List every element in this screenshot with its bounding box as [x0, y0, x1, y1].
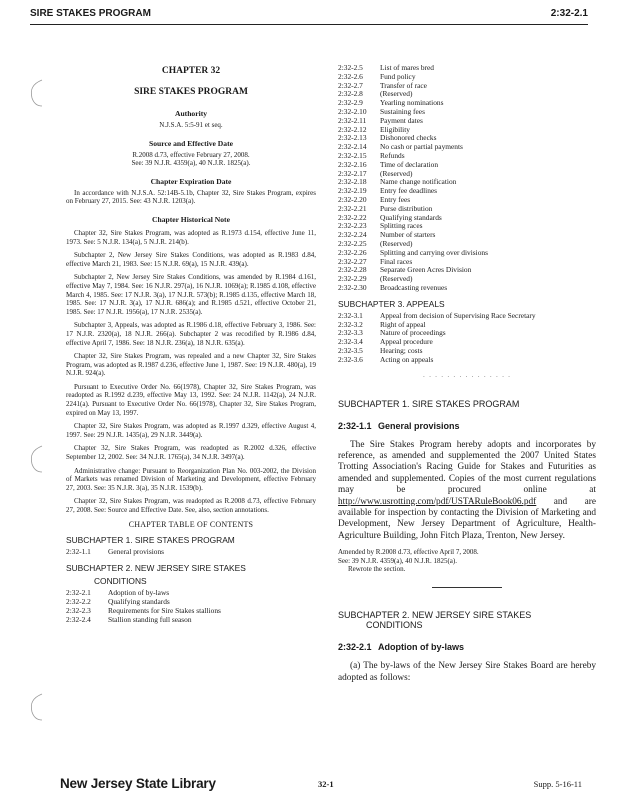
section-2-1-heading: 2:32-2.1 Adoption of by-laws: [338, 642, 464, 653]
section-2-1-text: (a) The by-laws of the New Jersey Sire Stakes Board are hereby adopted as follows:: [338, 661, 596, 683]
toc-subchapter-2: SUBCHAPTER 2. NEW JERSEY SIRE STAKES: [66, 563, 246, 574]
library-logo: New Jersey State Library: [60, 776, 216, 791]
historical-note: Chapter 32, Sire Stakes Program, was repealed and a new Chapter 32, Sire Stakes Program, was adopted as R.1987 d.236, effective June 1, 1987. See: 19 N.J.R. 480(a), 19 N.J.R. 924(a).: [66, 352, 316, 378]
toc-item: 2:32-2.14 No cash or partial payments: [338, 142, 463, 152]
toc-item: 2:32-2.25 (Reserved): [338, 238, 413, 248]
toc-item: 2:32-2.5 List of mares bred: [338, 63, 434, 72]
toc-item: 2:32-2.6 Fund policy: [338, 71, 416, 81]
toc-subchapter-3: SUBCHAPTER 3. APPEALS: [338, 298, 445, 309]
amendment-see: See: 39 N.J.R. 4359(a), 40 N.J.R. 1825(a).: [338, 556, 457, 565]
historical-note: Administrative change: Pursuant to Reorganization Plan No. 003-2002, the Division of Markets was renamed Division of Marketing and Development, effective February 27, 2003. See: 35 N.J.R. 3(a), 35 N.J.R. 1539(b).: [66, 466, 316, 492]
toc-item: 2:32-2.15 Refunds: [338, 150, 405, 160]
toc-item: 2:32-2.24 Number of starters: [338, 230, 436, 240]
historical-note: Subchapter 3, Appeals, was adopted as R.1986 d.18, effective February 3, 1986. See: 17 N.J.R. 2320(a), 18 N.J.R. 266(a). Subchapter 2 was recodified by R.1986 d.84, effective April 7, 1986. See: 18 N.J.R. 236(a), 18 N.J.R. 635(a).: [66, 321, 316, 347]
left-column: [66, 66, 316, 625]
toc-item: 2:32-2.2 Qualifying standards: [66, 597, 170, 607]
running-header: [30, 8, 588, 25]
toc-item: 2:32-3.2 Right of appeal: [338, 319, 426, 329]
toc-item: 2:32-2.13 Dishonored checks: [338, 133, 437, 143]
chapter-name: SIRE STAKES PROGRAM: [134, 87, 248, 97]
expiration-heading: Chapter Expiration Date: [150, 176, 232, 186]
header-title: SIRE STAKES PROGRAM: [30, 8, 151, 19]
toc-item: 2:32-2.18 Name change notification: [338, 177, 457, 187]
toc-item: 2:32-2.21 Purse distribution: [338, 203, 433, 213]
historical-note: Chapter 32, Sire Stakes Program, was adopted as R.1997 d.329, effective August 4, 1997. See: 29 N.J.R. 1435(a), 29 N.J.R. 3449(a).: [66, 422, 316, 439]
section-1-1-heading: 2:32-1.1 General provisions: [338, 420, 460, 431]
chapter-number: CHAPTER 32: [161, 66, 221, 76]
page-number: 32-1: [318, 779, 334, 789]
punch-hole-icon: [28, 692, 44, 722]
toc-list-subchapter-3: [338, 312, 596, 365]
source-text-2: See: 39 N.J.R. 4359(a), 40 N.J.R. 1825(a).: [131, 159, 251, 168]
toc-item: 2:32-2.8 (Reserved): [338, 89, 413, 99]
toc-item: 2:32-2.29 (Reserved): [338, 274, 413, 284]
toc-item: 2:32-2.4 Stallion standing full season: [66, 614, 192, 624]
source-text-1: R.2008 d.73, effective February 27, 2008.: [132, 150, 250, 159]
toc-item: 2:32-2.26 Splitting and carrying over divisions: [338, 247, 488, 257]
toc-list-subchapter-2: [338, 64, 596, 293]
subchapter-2-heading: SUBCHAPTER 2. NEW JERSEY SIRE STAKES: [338, 610, 532, 621]
toc-item: 2:32-3.6 Acting on appeals: [338, 354, 434, 364]
toc-item: 2:32-2.7 Transfer of race: [338, 80, 427, 90]
toc-subchapter-2-cont: CONDITIONS: [94, 576, 147, 587]
historical-note: Subchapter 2, New Jersey Sire Stakes Conditions, was adopted as R.1983 d.84, effective March 21, 1983. See: 15 N.J.R. 69(a), 15 N.J.R. 439(a).: [66, 251, 316, 268]
source-heading: Source and Effective Date: [148, 138, 233, 148]
toc-item: 2:32-2.17 (Reserved): [338, 168, 413, 178]
historical-notes: [66, 229, 316, 515]
toc-item: 2:32-1.1 General provisions: [66, 546, 165, 556]
toc-item: 2:32-2.1 Adoption of by-laws: [66, 588, 170, 598]
authority-heading: Authority: [174, 109, 208, 118]
toc-subchapter-1: SUBCHAPTER 1. SIRE STAKES PROGRAM: [66, 534, 235, 545]
historical-heading: Chapter Historical Note: [152, 214, 230, 224]
punch-hole-icon: [28, 78, 44, 108]
toc-item: 2:32-2.22 Qualifying standards: [338, 212, 442, 222]
expiration-text: In accordance with N.J.S.A. 52:14B-5.1b, Chapter 32, Sire Stakes Program, expires on February 27, 2015. See: 43 N.J.R. 1203(a).: [66, 188, 316, 206]
toc-item: 2:32-2.10 Sustaining fees: [338, 106, 425, 116]
supplement-date: Supp. 5-16-11: [533, 779, 582, 789]
divider-rule: [432, 587, 502, 588]
amendment-desc: Rewrote the section.: [348, 564, 406, 573]
historical-note: Pursuant to Executive Order No. 66(1978), Chapter 32, Sire Stakes Program, was readopted as R.1992 d.239, effective May 13, 1992. See: 24 N.J.R. 1142(a), 24 N.J.R. 2241(a). Pursuant to Executive Order No. 66(1978), Chapter 32, Sire Stakes Program, expired on May 13, 1997.: [66, 382, 316, 417]
historical-note: Chapter 32, Sire Stakes Program, was readopted as R.2008 d.73, effective February 27, 2008. See: Source and Effective Date. See, also, section annotations.: [66, 497, 316, 514]
toc-item: 2:32-2.28 Separate Green Acres Division: [338, 265, 472, 275]
toc-item: 2:32-2.16 Time of declaration: [338, 159, 439, 169]
toc-item: 2:32-3.3 Nature of proceedings: [338, 328, 446, 338]
subchapter-1-heading: SUBCHAPTER 1. SIRE STAKES PROGRAM: [338, 398, 520, 409]
toc-item: 2:32-2.27 Final races: [338, 256, 413, 266]
toc-item: 2:32-3.4 Appeal procedure: [338, 337, 433, 347]
toc-item: 2:32-2.12 Eligibility: [338, 124, 410, 134]
amendment-note: Amended by R.2008 d.73, effective April 7, 2008.: [338, 548, 479, 557]
right-column: [338, 64, 596, 690]
toc-item: 2:32-2.30 Broadcasting revenues: [338, 282, 448, 292]
punch-hole-icon: [28, 444, 44, 474]
section-divider: · · · · · · · · · · · · · · ·: [422, 372, 512, 381]
toc-item: 2:32-2.23 Splitting races: [338, 221, 423, 231]
toc-item: 2:32-3.5 Hearing; costs: [338, 345, 423, 355]
toc-item: 2:32-2.11 Payment dates: [338, 115, 423, 125]
toc-item: 2:32-2.20 Entry fees: [338, 194, 411, 204]
subchapter-2-heading-cont: CONDITIONS: [366, 620, 423, 631]
historical-note: Subchapter 2, New Jersey Sire Stakes Conditions, was amended by R.1984 d.161, effective May 7, 1984. See: 16 N.J.R. 297(a), 16 N.J.R. 1069(a); R.1985 d.108, effective March 4, 1985. See: 17 N.J.R. 3(a), 17 N.J.R. 573(b); R.1985 d.135, effective March 18, 1985. See: 17 N.J.R. 3(a), 17 N.J.R. 686(a); and R.1985 d.521, effective October 21, 1985. See: 17 N.J.R. 1956(a), 17 N.J.R. 2535(a).: [66, 273, 316, 316]
section-1-1-text: The Sire Stakes Program hereby adopts and incorporates by reference, as amended and supplemented the 2007 United States Trotting Association's Racing Guide for Stakes and Futurities as amended and supplemented. Copies of the most current regulations may be procured online at http://www.usrotting.com/pdf/USTARuleBook06.pdf and are available for inspection by contacting the Division of Marketing and Development, New Jersey Department of Agriculture, Health-Agriculture Building, John Fitch Plaza, Trenton, New Jersey.: [338, 439, 596, 541]
toc-item: 2:32-3.1 Appeal from decision of Supervising Race Secretary: [338, 310, 536, 320]
header-section: 2:32-2.1: [550, 8, 588, 19]
toc-item: 2:32-2.3 Requirements for Sire Stakes stallions: [66, 605, 221, 615]
toc-item: 2:32-2.19 Entry fee deadlines: [338, 186, 438, 196]
toc-heading: CHAPTER TABLE OF CONTENTS: [128, 519, 254, 529]
historical-note: Chapter 32, Sire Stakes Program, was readopted as R.2002 d.326, effective September 12, 2002. See: 34 N.J.R. 1765(a), 34 N.J.R. 3497(a).: [66, 444, 316, 462]
historical-note: Chapter 32, Sire Stakes Program, was adopted as R.1973 d.154, effective June 11, 1973. See: 5 N.J.R. 134(a), 5 N.J.R. 214(b).: [66, 228, 316, 246]
rulebook-link[interactable]: http://www.usrotting.com/pdf/USTARuleBook06.pdf: [338, 496, 537, 507]
authority-text: N.J.S.A. 5:5-91 et seq.: [159, 121, 223, 129]
toc-item: 2:32-2.9 Yearling nominations: [338, 98, 444, 108]
